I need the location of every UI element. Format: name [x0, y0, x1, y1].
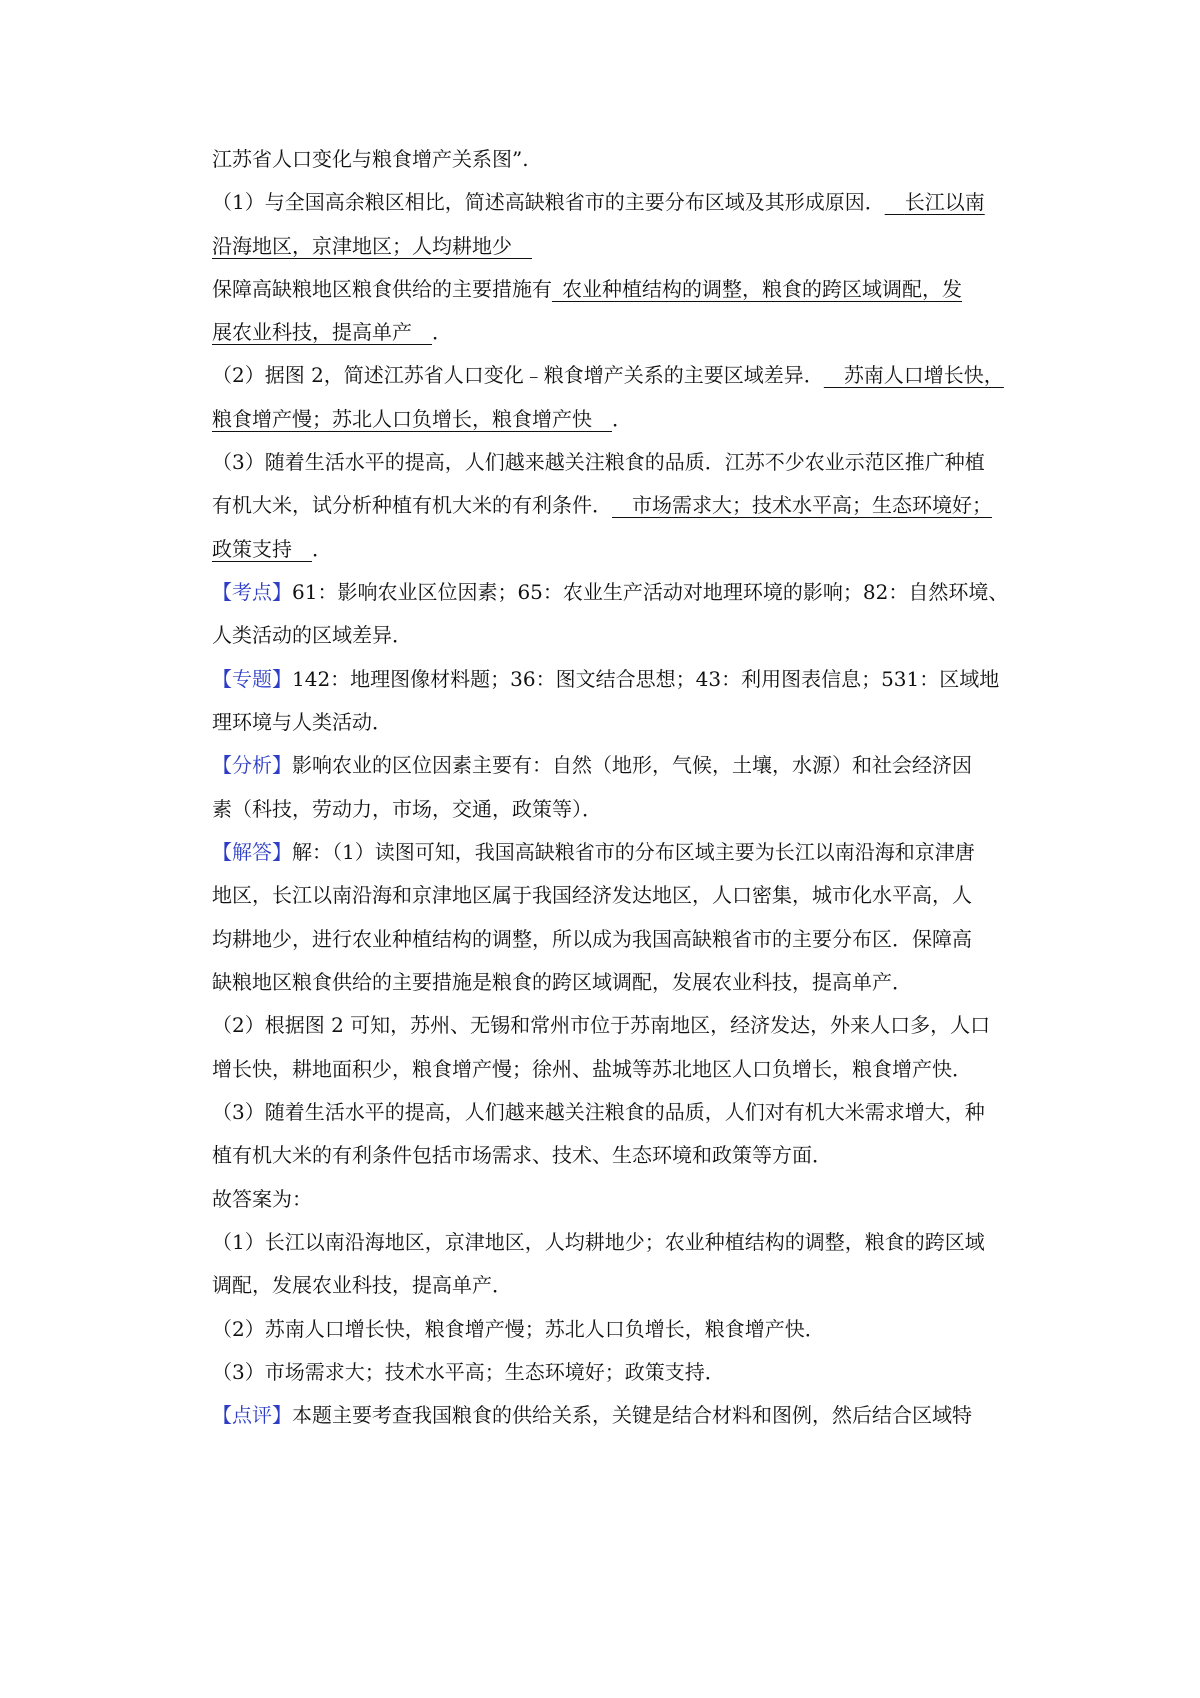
text-line — [212, 1142, 1032, 1168]
answer-blank — [212, 234, 532, 258]
answer-blank — [552, 277, 962, 301]
zhuanti-text: 142：地理图像材料题；36：图文结合思想；43：利用图表信息；531：区域地 — [292, 667, 1000, 691]
fenxi-line — [212, 752, 1032, 778]
text-segment: 素（科技，劳动力，市场，交通，政策等）． — [212, 797, 602, 821]
answer-blank — [885, 190, 985, 214]
text-segment: 均耕地少，进行农业种植结构的调整，所以成为我国高缺粮省市的主要分布区．保障高 — [212, 927, 972, 951]
answer-text: 粮食增产慢；苏北人口负增长，粮食增产快 — [212, 407, 592, 431]
text-segment: 增长快，耕地面积少，粮食增产慢；徐州、盐城等苏北地区人口负增长，粮食增产快． — [212, 1057, 972, 1081]
text-segment: 江苏省人口变化与粮食增产关系图”. — [212, 147, 529, 171]
question-text: （2）据图 2，简述江苏省人口变化﹣粮食增产关系的主要区域差异． — [212, 363, 824, 387]
question-2-line — [212, 362, 1032, 388]
jieda-tag: 【解答】 — [212, 840, 292, 864]
punctuation: ． — [612, 407, 632, 431]
answer-blank — [212, 320, 432, 344]
zhuanti-tag: 【专题】 — [212, 667, 292, 691]
kaodian-text: 61：影响农业区位因素；65：农业生产活动对地理环境的影响；82：自然环境、 — [292, 580, 1009, 604]
dianping-text: 本题主要考查我国粮食的供给关系，关键是结合材料和图例，然后结合区域特 — [292, 1403, 972, 1427]
text-line — [212, 796, 1032, 822]
answer-text: 苏南人口增长快， — [843, 363, 1004, 387]
answer-text: 农业种植结构的调整，粮食的跨区域调配，发 — [562, 277, 962, 301]
answer-blank — [824, 363, 1004, 387]
answer-text: 沿海地区，京津地区；人均耕地少 — [212, 234, 512, 258]
text-line — [212, 709, 1032, 735]
kaodian-line — [212, 579, 1032, 605]
answer-blank — [612, 493, 992, 517]
text-line — [212, 882, 1032, 908]
text-segment: 故答案为： — [212, 1187, 312, 1211]
question-1-line — [212, 189, 1032, 215]
dianping-line — [212, 1402, 1032, 1428]
text-segment: 植有机大米的有利条件包括市场需求、技术、生态环境和政策等方面． — [212, 1143, 832, 1167]
punctuation: ． — [432, 320, 452, 344]
text-line — [212, 1316, 1032, 1342]
text-segment: 理环境与人类活动． — [212, 710, 392, 734]
question-text: （3）随着生活水平的提高，人们越来越关注粮食的品质．江苏不少农业示范区推广种植 — [212, 450, 985, 474]
text-segment: （2）苏南人口增长快，粮食增产慢；苏北人口负增长，粮食增产快． — [212, 1317, 825, 1341]
question-text: （1）与全国高余粮区相比，简述高缺粮省市的主要分布区域及其形成原因． — [212, 190, 885, 214]
answer-blank — [212, 407, 612, 431]
question-text: 有机大米，试分析种植有机大米的有利条件． — [212, 493, 612, 517]
fenxi-tag: 【分析】 — [212, 753, 292, 777]
text-line — [212, 1099, 1032, 1125]
text-line — [212, 1056, 1032, 1082]
answer-line — [212, 319, 1032, 345]
text-segment: （3）随着生活水平的提高，人们越来越关注粮食的品质，人们对有机大米需求增大，种 — [212, 1100, 985, 1124]
answer-text: 展农业科技，提高单产 — [212, 320, 412, 344]
text-segment: 地区，长江以南沿海和京津地区属于我国经济发达地区，人口密集，城市化水平高，人 — [212, 883, 972, 907]
text-line — [212, 1272, 1032, 1298]
dianping-tag: 【点评】 — [212, 1403, 292, 1427]
answer-text: 长江以南 — [904, 190, 985, 214]
punctuation: ． — [312, 537, 332, 561]
text-line — [212, 622, 1032, 648]
question-line — [212, 276, 1032, 302]
kaodian-tag: 【考点】 — [212, 580, 292, 604]
answer-line — [212, 406, 1032, 432]
text-line — [212, 1359, 1032, 1385]
text-line — [212, 146, 1032, 172]
zhuanti-line — [212, 666, 1032, 692]
answer-line — [212, 233, 1032, 259]
text-line — [212, 1229, 1032, 1255]
answer-blank — [212, 537, 312, 561]
question-line — [212, 492, 1032, 518]
text-segment: （1）长江以南沿海地区，京津地区，人均耕地少；农业种植结构的调整，粮食的跨区域 — [212, 1230, 985, 1254]
text-segment: 缺粮地区粮食供给的主要措施是粮食的跨区域调配，发展农业科技，提高单产． — [212, 970, 912, 994]
text-segment: 人类活动的区域差异． — [212, 623, 412, 647]
text-line — [212, 1186, 1032, 1212]
question-3-line — [212, 449, 1032, 475]
fenxi-text: 影响农业的区位因素主要有：自然（地形，气候，土壤，水源）和社会经济因 — [292, 753, 972, 777]
text-segment: 调配，发展农业科技，提高单产． — [212, 1273, 512, 1297]
text-line — [212, 969, 1032, 995]
text-line — [212, 1012, 1032, 1038]
answer-text: 市场需求大；技术水平高；生态环境好； — [632, 493, 992, 517]
answer-text: 政策支持 — [212, 537, 292, 561]
text-line — [212, 926, 1032, 952]
jieda-text: 解：（1）读图可知，我国高缺粮省市的分布区域主要为长江以南沿海和京津唐 — [292, 840, 975, 864]
question-text: 保障高缺粮地区粮食供给的主要措施有 — [212, 277, 552, 301]
answer-line — [212, 536, 1032, 562]
text-segment: （3）市场需求大；技术水平高；生态环境好；政策支持． — [212, 1360, 725, 1384]
text-segment: （2）根据图 2 可知，苏州、无锡和常州市位于苏南地区，经济发达，外来人口多，人口 — [212, 1013, 991, 1037]
jieda-line — [212, 839, 1032, 865]
